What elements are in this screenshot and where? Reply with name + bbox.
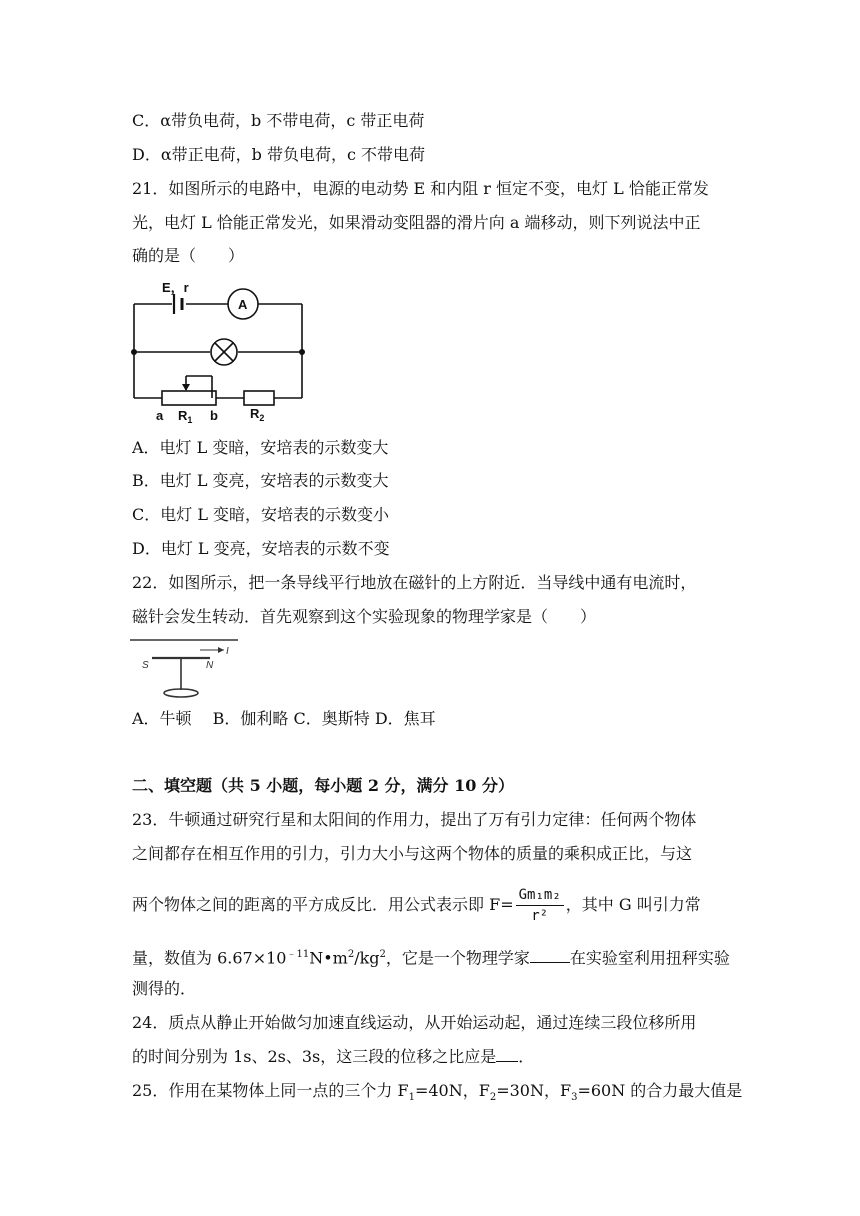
q23-line4: 量，数值为 $6.67\times 10^{﹣11}N•m^2/kg^2$，它是一个物理学家 在实验室利用扭秤实验 (132, 948, 730, 968)
q23-line2: 之间都存在相互作用的引力，引力大小与这两个物体的质量的乘积成正比，与这 (132, 844, 693, 863)
q21-circuit-figure (126, 278, 312, 424)
q23-line1: 23．牛顿通过研究行星和太阳间的作用力，提出了万有引力定律：任何两个物体 (132, 810, 697, 829)
gravitation-formula: $\frac{\text{Gm₁m₂}}{\text{r²}}$ (516, 885, 564, 926)
q21-option-a: A．电灯 L 变暗，安培表的示数变大 (132, 438, 389, 457)
q22-options: A．牛顿 B．伽利略 C．奥斯特 D．焦耳 (132, 709, 436, 728)
source-label: E，r (162, 280, 189, 295)
q21-stem-line3: 确的是（ ） (132, 246, 245, 265)
q22-stem-line2: 磁针会发生转动．首先观察到这个实验现象的物理学家是（ ） (132, 607, 597, 626)
r2-label: $R_2$ (250, 406, 265, 423)
q25-line1: 25．作用在某物体上同一点的三个力 $F_1=40N$，$F_2=30N$，$F_3=60N$ 的合力最大值是 (132, 1081, 743, 1104)
terminal-b-label: b (210, 408, 218, 423)
q21-option-b: B．电灯 L 变亮，安培表的示数变大 (132, 471, 389, 490)
q23-answer-blank[interactable] (530, 948, 570, 963)
q24-line1: 24．质点从静止开始做匀加速直线运动，从开始运动起，通过连续三段位移所用 (132, 1013, 697, 1032)
current-i-label: I (226, 646, 229, 657)
q21-option-c: C．电灯 L 变暗，安培表的示数变小 (132, 505, 390, 524)
ammeter-label: A (238, 297, 248, 312)
q21-stem-line1: 21．如图所示的电路中，电源的电动势 E 和内阻 r 恒定不变，电灯 L 恰能正常发 (132, 179, 709, 198)
terminal-a-label: a (156, 408, 164, 423)
q23-line3: 两个物体之间的距离的平方成反比．用公式表示即 F= $\frac{\text{Gm₁m₂}}{\text{r²}}$ ，其中 G 叫引力常 (132, 887, 701, 924)
q20-option-d: D．α带正电荷，b 带负电荷，c 不带电荷 (132, 145, 426, 164)
section2-heading: 二、填空题（共 5 小题，每小题 2 分，满分 10 分） (132, 776, 514, 795)
q24-answer-blank[interactable] (496, 1047, 518, 1062)
q23-line5: 测得的． (132, 979, 197, 998)
compass-s-label: S (142, 660, 149, 671)
q24-line2: 的时间分别为 1s、2s、3s，这三段的位移之比应是 ． (132, 1047, 535, 1066)
q22-stem-line1: 22．如图所示，把一条导线平行地放在磁针的上方附近．当导线中通有电流时， (132, 573, 697, 592)
compass-n-label: N (206, 660, 214, 671)
q21-option-d: D．电灯 L 变亮，安培表的示数不变 (132, 539, 390, 558)
r1-label: $R_1$ (178, 408, 193, 424)
q22-compass-figure (128, 634, 240, 704)
q21-stem-line2: 光，电灯 L 恰能正常发光，如果滑动变阻器的滑片向 a 端移动，则下列说法中正 (132, 213, 701, 232)
q20-option-c: C．α带负电荷，b 不带电荷，c 带正电荷 (132, 111, 425, 130)
